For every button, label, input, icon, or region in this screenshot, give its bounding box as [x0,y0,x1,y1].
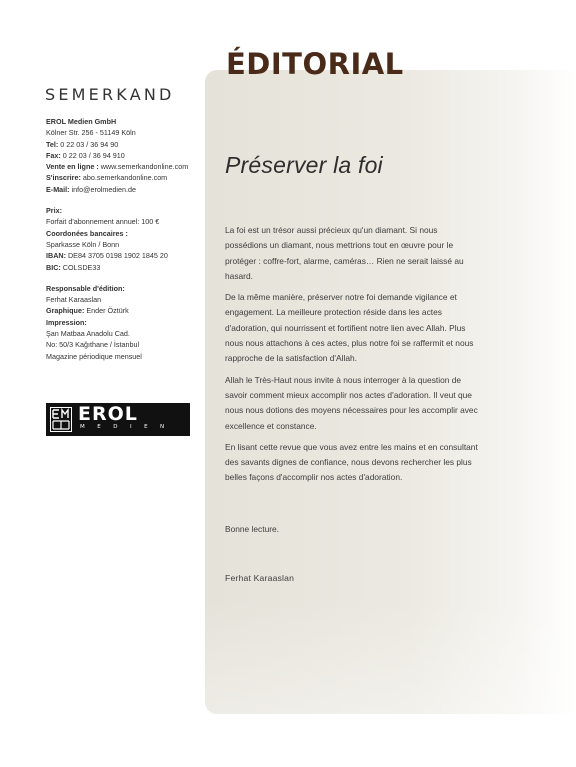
masthead-sidebar [46,116,201,362]
masthead-line [46,161,201,172]
masthead-label: IBAN: [46,251,66,261]
masthead-line [46,294,201,305]
masthead-value: Ender Öztürk [84,306,129,316]
masthead-value: 0 22 03 / 36 94 90 [58,139,119,149]
masthead-value: www.semerkandonline.com [98,162,189,172]
editorial-panel-fade [205,600,576,714]
body-paragraph: La foi est un trésor aussi précieux qu'un diamant. Si nous possédions un diamant, nous mettrions tout en œuvre pour le protéger : coffre-fort, alarme, caméras… Rien ne serait laissé au hasard. [225,225,464,281]
body-paragraph: En lisant cette revue que vous avez entre les mains et en consultant des savants dignes de confiance, nous devons rechercher les plus belles façons d'accomplir nos actes d'adoration. [225,441,478,483]
masthead-line [46,172,201,183]
body-paragraph: De la même manière, préserver notre foi demande vigilance et engagement. La meilleure protection réside dans les actes d'adoration, qui nourrissent et fortifient notre lien avec Allah. Plus nous nous attachons à ces actes, plus notre foi se raffermit et nous rapproche de la satisfaction d'Allah. [225,292,474,364]
masthead-line [46,328,201,339]
masthead-credits-group [46,283,201,362]
logo-name: EROL [78,403,138,425]
masthead-label: Impression: [46,317,87,327]
masthead-value: info@erolmedien.de [69,184,136,194]
body-paragraph: Allah le Très-Haut nous invite à nous interroger à la question de savoir comment mieux accomplir nos actes d'adoration. Il veut que nous nous dotions des moyens nécessaires pour les accomplir avec excellence et constance. [225,374,478,431]
masthead-label: Fax: [46,150,61,160]
masthead-value: Kölner Str. 256 - 51149 Köln [46,128,136,138]
masthead-line [46,239,201,250]
masthead-value: Magazine périodique mensuel [46,351,142,361]
article-body [225,223,480,492]
masthead-label: Responsable d'édition: [46,283,125,293]
masthead-line [46,305,201,316]
masthead-value: Şan Matbaa Anadolu Cad. [46,329,130,339]
masthead-line [46,283,201,294]
masthead-line [46,205,201,216]
masthead-label: BIC: [46,262,61,272]
masthead-line [46,216,201,227]
masthead-value: 0 22 03 / 36 94 910 [60,150,125,160]
masthead-contact-group [46,116,201,195]
brand-logo-text: SEMERKAND [45,85,175,104]
masthead-value: Sparkasse Köln / Bonn [46,239,120,249]
masthead-value: Forfait d'abonnement annuel: 100 € [46,217,160,227]
masthead-label: Coordonées bancaires : [46,228,128,238]
masthead-pricing-group [46,205,201,273]
masthead-line [46,150,201,161]
author-signature: Ferhat Karaaslan [225,573,295,583]
masthead-value: abo.semerkandonline.com [80,173,168,183]
masthead-value: No: 50/3 Kağıthane / İstanbul [46,340,140,350]
masthead-label: Vente en ligne : [46,162,99,172]
masthead-label: E-Mail: [46,184,70,194]
masthead-line [46,139,201,150]
masthead-line [46,262,201,273]
erol-medien-logo [46,403,190,436]
masthead-label: Tel: [46,139,59,149]
masthead-line [46,351,201,362]
masthead-line [46,228,201,239]
masthead-line [46,250,201,261]
masthead-value: Ferhat Karaaslan [46,295,102,305]
masthead-line [46,127,201,138]
masthead-label: EROL Medien GmbH [46,117,117,126]
masthead-label: S'inscrire: [46,173,81,183]
erol-monogram-icon [50,407,72,432]
article-headline: Préserver la foi [225,152,383,178]
masthead-line [46,116,201,127]
section-title: ÉDITORIAL [226,47,404,81]
logo-subtitle: MEDIEN [80,424,177,430]
masthead-value: DE84 3705 0198 1902 1845 20 [65,251,168,261]
closing-line: Bonne lecture. [225,524,280,534]
masthead-label: Graphique: [46,306,85,316]
masthead-line [46,339,201,350]
masthead-label: Prix: [46,206,62,216]
masthead-line [46,317,201,328]
masthead-value: COLSDE33 [60,262,101,272]
masthead-line [46,184,201,195]
